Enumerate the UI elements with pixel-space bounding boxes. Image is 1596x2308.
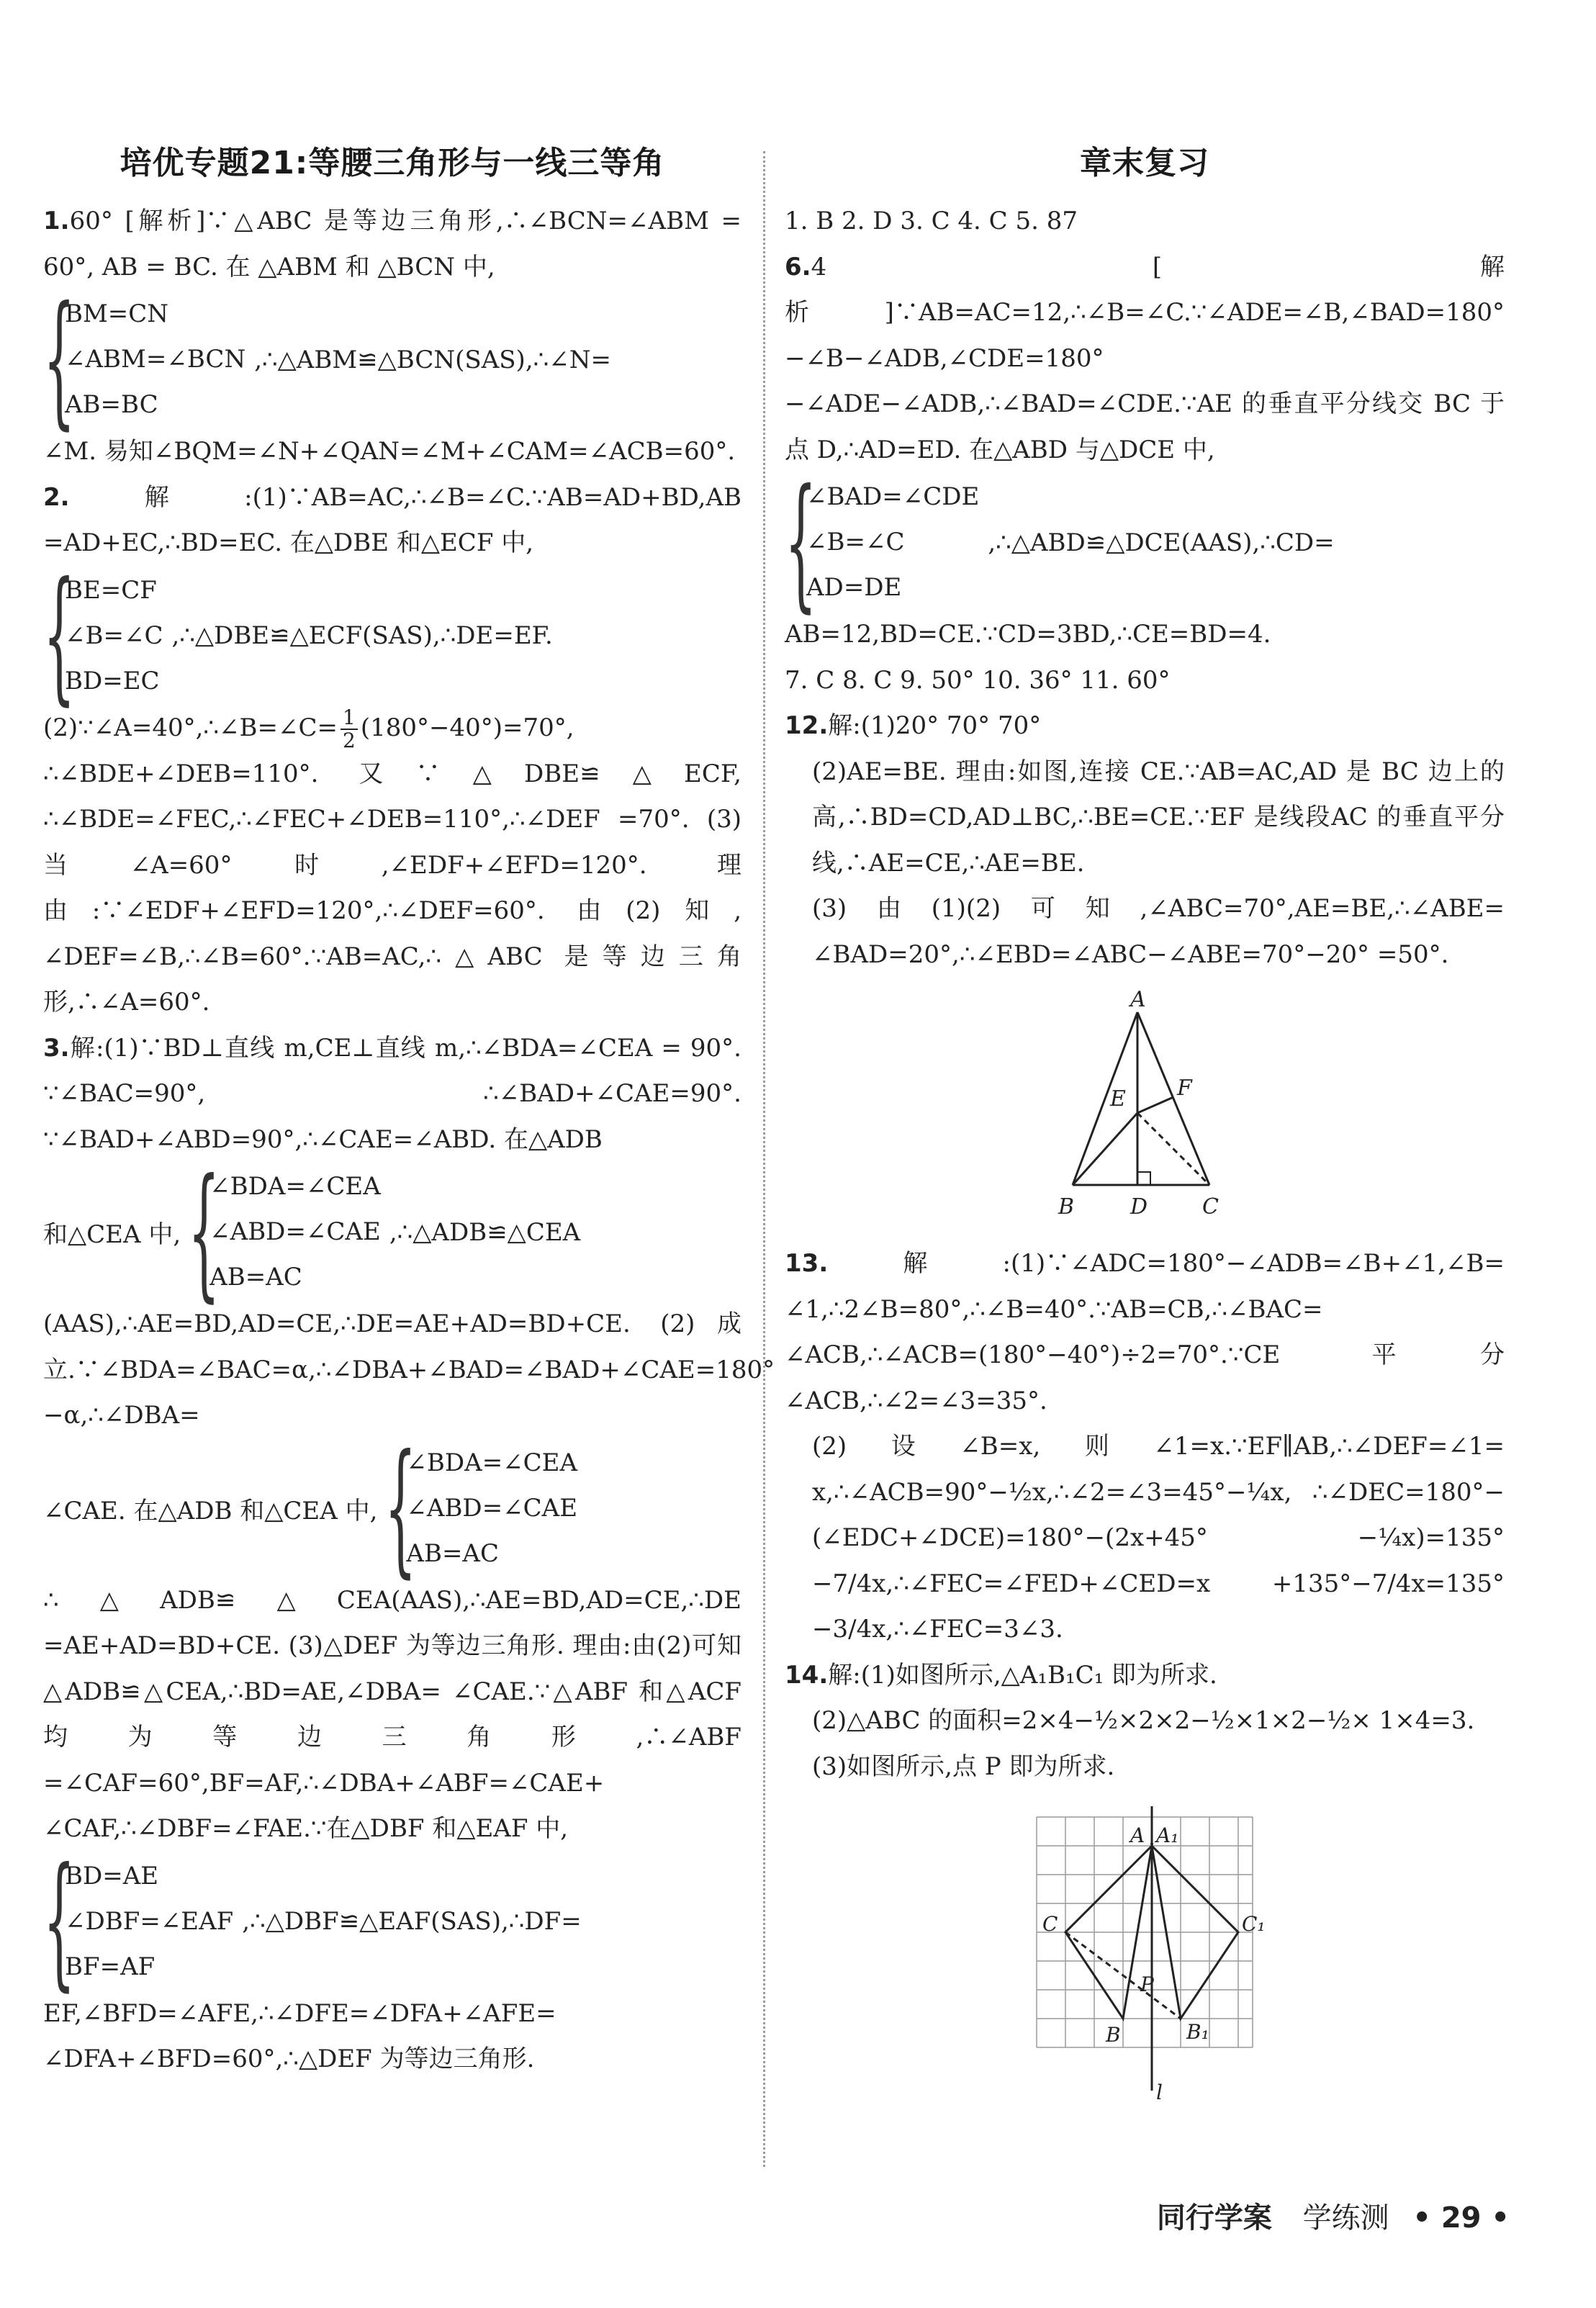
answer-text: ∠M. 易知∠BQM=∠N+∠QAN=∠M+∠CAM=∠ACB=60°.	[43, 437, 736, 466]
answer-text: (2)∵∠A=40°,∴∠B=∠C=	[43, 713, 338, 742]
left-column	[43, 137, 775, 2083]
brand-name: 同行学案	[1156, 2201, 1272, 2235]
system-line: ∠B=∠C	[806, 528, 905, 556]
left-section-title: 培优专题21:等腰三角形与一线三等角	[120, 145, 665, 181]
brace-glyph: {	[785, 458, 817, 626]
answer-text: (3)如图所示,点 P 即为所求.	[812, 1752, 1115, 1781]
fraction-numerator: 1	[341, 707, 358, 730]
answer-text: 解:(1)∵AB=AC,∴∠B=∠C.∵AB=AD+BD,AB =AD+EC,∴BD=EC. 在△DBE 和△ECF 中,	[43, 482, 741, 557]
answer-number: 3.	[43, 1033, 70, 1063]
right-angle-mark	[1137, 1172, 1150, 1185]
label-c: C	[1042, 1912, 1058, 1936]
system-line: BM=CN	[65, 299, 169, 328]
answer-3-line	[43, 1026, 741, 1163]
right-section-title: 章末复习	[1080, 145, 1209, 181]
system-line: BE=CF	[65, 575, 157, 605]
system-line: ∠B=∠C	[65, 621, 163, 650]
answer-text: (2)设∠B=x,则∠1=x.∵EF∥AB,∴∠DEF=∠1= x,∴∠ACB=90°−½x,∴∠2=∠3=45°−¼x, ∴∠DEC=180°−(∠EDC+∠DCE)=180°−(2x+45° −¼x)=135°−7/4x,∴∠FEC=∠FED+∠CED=x +135°−7/4x=135°−3/4x,∴∠FEC=3∠3.	[812, 1432, 1505, 1644]
side-ab	[1073, 1012, 1137, 1185]
label-c1: C₁	[1242, 1912, 1266, 1936]
answer-number: 12.	[785, 711, 829, 740]
system-line: ∠BDA=∠CEA	[209, 1172, 381, 1201]
system-line: AB=AC	[406, 1538, 500, 1568]
label-f: F	[1177, 1076, 1192, 1101]
answer-text: (2)△ABC 的面积=2×4−½×2×2−½×1×2−½× 1×4=3.	[812, 1706, 1475, 1735]
system-conclusion: ,∴△DBE≌△ECF(SAS),∴DE=EF.	[171, 621, 553, 650]
answer-text: ∴∠BDE+∠DEB=110°. 又∵△DBE≌△ECF, ∴∠BDE=∠FEC,∴∠FEC+∠DEB=110°,∴∠DEF =70°. (3)当∠A=60°时,∠EDF+∠EFD=120°. 理由:∵∠EDF+∠EFD=120°,∴∠DEF=60°. 由(2)知, ∠DEF=∠B,∴∠B=60°.∵AB=AC,∴△ABC 是等边三角形,∴∠A=60°.	[43, 759, 741, 1016]
answer-12-line	[785, 703, 1505, 749]
answer-text: 解:(1)∵∠ADC=180°−∠ADB=∠B+∠1,∠B= ∠1,∴2∠B=80°,∴∠B=40°.∵AB=CB,∴∠BAC= ∠ACB,∴∠ACB=(180°−40°)÷2=70°.∵CE 平分 ∠ACB,∴∠2=∠3=35°.	[785, 1249, 1505, 1415]
answer-text: 1. B 2. D 3. C 4. C 5. 87	[785, 207, 1078, 235]
system-line: BF=AF	[65, 1952, 155, 1981]
answer-text: EF,∠BFD=∠AFE,∴∠DFE=∠DFA+∠AFE= ∠DFA+∠BFD=60°,∴△DEF 为等边三角形.	[43, 1998, 556, 2073]
label-a: A	[1130, 991, 1146, 1012]
label-a1: A₁	[1156, 1824, 1179, 1847]
label-p: P	[1140, 1973, 1154, 1996]
answer-text: ∴△ADB≌△CEA(AAS),∴AE=BD,AD=CE,∴DE =AE+AD=BD+CE. (3)△DEF 为等边三角形. 理由:由(2)可知△ADB≌△CEA,∴BD=AE,∠DBA= ∠CAE.∵△ABF 和△ACF 均为等边三角形,∴∠ABF =∠CAF=60°,BF=AF,∴∠DBA+∠ABF=∠CAE+ ∠CAF,∴∠DBF=∠FAE.∵在△DBF 和△EAF 中,	[43, 1585, 741, 1843]
answer-text: (180°−40°)=70°,	[360, 713, 574, 742]
system-conclusion: ,∴△DBF≌△EAF(SAS),∴DF=	[242, 1907, 582, 1936]
page-number: • 29 •	[1412, 2201, 1510, 2235]
series-name: 学练测	[1302, 2201, 1389, 2235]
equation-system	[43, 1148, 741, 1316]
label-e: E	[1110, 1086, 1126, 1112]
system-prefix: ∠CAE. 在△ADB 和△CEA 中,	[43, 1496, 378, 1525]
column-divider	[763, 151, 765, 2167]
system-line: AB=BC	[65, 390, 158, 419]
answer-6-line	[785, 245, 1505, 474]
answer-number: 1.	[43, 207, 70, 235]
answer-text: 解:(1)∵BD⊥直线 m,CE⊥直线 m,∴∠BDA=∠CEA = 90°. ∵∠BAC=90°, ∴∠BAD+∠CAE=90°. ∵∠BAD+∠ABD=90°,∴∠CAE=∠ABD. 在△ADB	[43, 1033, 741, 1154]
system-line: ∠ABD=∠CAE	[209, 1217, 381, 1246]
answer-text: 解:(1)20° 70° 70°	[828, 711, 1042, 740]
answer-number: 2.	[43, 482, 70, 512]
brace-glyph: {	[384, 1424, 417, 1592]
answer-number: 13.	[785, 1249, 829, 1278]
label-b1: B₁	[1186, 2020, 1209, 2044]
segment-ef	[1137, 1097, 1173, 1113]
brace-glyph: {	[43, 275, 76, 443]
system-line: ∠DBF=∠EAF	[65, 1906, 234, 1936]
answer-text: AB=12,BD=CE.∵CD=3BD,∴CE=BD=4.	[785, 620, 1271, 649]
equation-system	[43, 1424, 741, 1592]
answer-text: (2)AE=BE. 理由:如图,连接 CE.∵AB=AC,AD 是 BC 边上的高,∴BD=CD,AD⊥BC,∴BE=CE.∵EF 是线段AC 的垂直平分线,∴AE=CE,∴AE=BE.	[812, 757, 1505, 878]
system-line: BD=AE	[65, 1861, 159, 1890]
system-conclusion: ,∴△ABD≌△DCE(AAS),∴CD=	[988, 528, 1335, 557]
side-ac	[1137, 1012, 1209, 1185]
brace-glyph: {	[43, 551, 76, 719]
brace-glyph: {	[188, 1148, 220, 1316]
fraction-denominator: 2	[342, 728, 356, 752]
equation-system	[785, 458, 1505, 626]
label-d: D	[1130, 1194, 1148, 1220]
answer-text: (3)由(1)(2)可知,∠ABC=70°,AE=BE,∴∠ABE= ∠BAD=20°,∴∠EBD=∠ABC−∠ABE=70°−20° =50°.	[812, 894, 1505, 969]
answer-text: 7. C 8. C 9. 50° 10. 36° 11. 60°	[785, 665, 1171, 695]
isosceles-triangle-figure	[1029, 991, 1260, 1228]
label-a: A	[1130, 1824, 1145, 1847]
answer-14-line	[785, 1653, 1505, 1699]
answer-text: 解:(1)如图所示,△A₁B₁C₁ 即为所求.	[828, 1660, 1217, 1690]
answer-2-line	[43, 475, 741, 567]
equation-system	[43, 551, 741, 719]
right-column	[785, 137, 1505, 2118]
system-line: ∠ABD=∠CAE	[406, 1493, 578, 1523]
page-footer	[1157, 2195, 1510, 2236]
system-line: ∠ABM=∠BCN	[65, 345, 246, 374]
system-conclusion: ,∴△ADB≌△CEA	[389, 1217, 581, 1247]
answer-13-line	[785, 1241, 1505, 1424]
answer-text: 60° [解析]∵△ABC 是等边三角形,∴∠BCN=∠ABM = 60°, AB = BC. 在 △ABM 和 △BCN 中,	[43, 207, 741, 281]
answer-number: 14.	[785, 1660, 829, 1690]
system-line: BD=EC	[65, 666, 160, 695]
brace-glyph: {	[43, 1837, 76, 2005]
label-b: B	[1058, 1194, 1075, 1220]
equation-system	[43, 275, 741, 443]
label-l: l	[1156, 2081, 1163, 2104]
system-line: ∠BDA=∠CEA	[406, 1448, 578, 1477]
answer-number: 6.	[785, 252, 811, 281]
system-line: AB=AC	[209, 1263, 302, 1292]
answer-fraction-line	[43, 706, 741, 752]
equation-system	[43, 1837, 741, 2005]
answer-1-line	[43, 199, 741, 290]
grid-reflection-figure	[1022, 1803, 1267, 2105]
system-line: ∠BAD=∠CDE	[806, 482, 980, 511]
fraction	[341, 707, 358, 752]
label-b: B	[1106, 2023, 1121, 2047]
segment-be	[1073, 1113, 1137, 1185]
answer-text: 4 [解析]∵AB=AC=12,∴∠B=∠C.∵∠ADE=∠B,∠BAD=180°−∠B−∠ADB,∠CDE=180°−∠ADE−∠ADB,∴∠BAD=∠CDE.∵AE 的垂直平分线交 BC 于点 D,∴AD=ED. 在△ABD 与△DCE 中,	[785, 252, 1505, 464]
system-conclusion: ,∴△ABM≌△BCN(SAS),∴∠N=	[254, 345, 611, 374]
answer-text: (AAS),∴AE=BD,AD=CE,∴DE=AE+AD=BD+CE. (2)成立.∵∠BDA=∠BAC=α,∴∠DBA+∠BAD=∠BAD+∠CAE=180°−α,∴∠DBA=	[43, 1309, 775, 1430]
system-line: AD=DE	[806, 573, 902, 602]
segment-ce-dashed	[1137, 1113, 1209, 1185]
system-prefix: 和△CEA 中,	[43, 1220, 181, 1249]
label-c: C	[1202, 1194, 1219, 1220]
